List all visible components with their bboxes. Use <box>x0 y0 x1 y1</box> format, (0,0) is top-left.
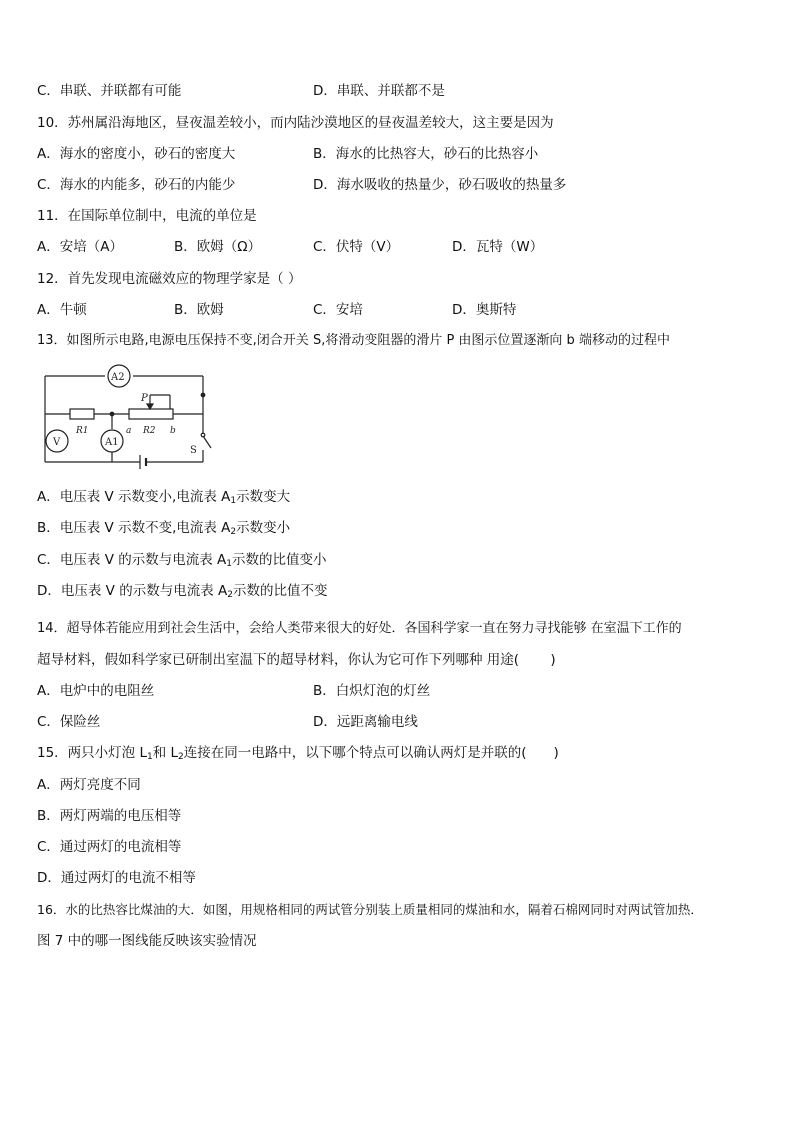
q12-option-d: D．奥斯特 <box>452 302 517 318</box>
ammeter-a2-label: A2 <box>111 372 125 383</box>
q10-option-b: B．海水的比热容大，砂石的比热容小 <box>313 146 539 162</box>
q15-option-b: B．两灯两端的电压相等 <box>37 808 182 824</box>
q13-option-a: A．电压表 V 示数变小,电流表 $A_1$示数变大 <box>37 489 291 506</box>
ammeter-a1-label: A1 <box>105 437 119 448</box>
q14-stem-line2: 超导材料，假如科学家已研制出室温下的超导材料，你认为它可作下列哪种 用途( ) <box>37 652 556 668</box>
q16-stem-line2: 图 7 中的哪一图线能反映该实验情况 <box>37 933 257 949</box>
q13-stem: 13．如图所示电路,电源电压保持不变,闭合开关 S,将滑动变阻器的滑片 P 由图示位置逐渐向 b 端移动的过程中 <box>37 333 670 348</box>
switch-s-blade <box>203 436 211 448</box>
q9-option-d: D．串联、并联都不是 <box>313 83 445 99</box>
q13-option-d: D．电压表 V 的示数与电流表 $A_2$示数的比值不变 <box>37 583 328 600</box>
q16-stem-line1: 16．水的比热容比煤油的大．如图，用规格相同的两试管分别装上质量相同的煤油和水，隔着石棉网同时对两试管加热． <box>37 902 703 917</box>
q12-option-a: A．牛顿 <box>37 302 87 318</box>
q12-stem: 12．首先发现电流磁效应的物理学家是（ ） <box>37 271 302 287</box>
q11-option-d: D．瓦特（W） <box>452 239 544 255</box>
q14-option-d: D．远距离输电线 <box>313 714 418 730</box>
q10-option-c: C．海水的内能多，砂石的内能少 <box>37 177 236 193</box>
q11-stem: 11．在国际单位制中，电流的单位是 <box>37 208 257 224</box>
slider-arrow <box>147 404 153 409</box>
q14-option-a: A．电炉中的电阻丝 <box>37 683 155 699</box>
terminal-a-label: a <box>126 426 132 436</box>
terminal-b-label: b <box>170 426 176 436</box>
q14-stem-line1: 14．超导体若能应用到社会生活中，会给人类带来很大的好处．各国科学家一直在努力寻找能够 在室温下工作的 <box>37 621 682 636</box>
q10-stem: 10．苏州属沿海地区，昼夜温差较小，而内陆沙漠地区的昼夜温差较大，这主要是因为 <box>37 115 554 131</box>
q14-option-c: C．保险丝 <box>37 714 101 730</box>
q15-stem: 15．两只小灯泡 $L_1$和 $L_2$连接在同一电路中，以下哪个特点可以确认两灯是并联的( ) <box>37 745 559 762</box>
voltmeter-v-label: V <box>53 437 61 448</box>
slider-p-label: P <box>141 393 148 404</box>
q11-option-c: C．伏特（V） <box>313 239 400 255</box>
q15-option-c: C．通过两灯的电流相等 <box>37 839 182 855</box>
q15-option-a: A．两灯亮度不同 <box>37 777 141 793</box>
resistor-r2 <box>129 409 173 419</box>
q12-option-c: C．安培 <box>313 302 363 318</box>
q10-option-d: D．海水吸收的热量少，砂石吸收的热量多 <box>313 177 567 193</box>
q10-option-a: A．海水的密度小，砂石的密度大 <box>37 146 236 162</box>
resistor-r2-label: R2 <box>143 426 156 436</box>
switch-s-label: S <box>190 445 197 456</box>
q15-option-d: D．通过两灯的电流不相等 <box>37 870 196 886</box>
q11-option-b: B．欧姆（Ω） <box>174 239 262 255</box>
resistor-r1 <box>70 409 94 419</box>
q13-option-b: B．电压表 V 示数不变,电流表 $A_2$示数变小 <box>37 520 291 537</box>
circuit-diagram <box>40 362 218 470</box>
q12-option-b: B．欧姆 <box>174 302 224 318</box>
q13-option-c: C．电压表 V 的示数与电流表 $A_1$示数的比值变小 <box>37 552 327 569</box>
resistor-r1-label: R1 <box>76 426 89 436</box>
q14-option-b: B．白炽灯泡的灯丝 <box>313 683 431 699</box>
q9-option-c: C．串联、并联都有可能 <box>37 83 182 99</box>
q11-option-a: A．安培（A） <box>37 239 123 255</box>
